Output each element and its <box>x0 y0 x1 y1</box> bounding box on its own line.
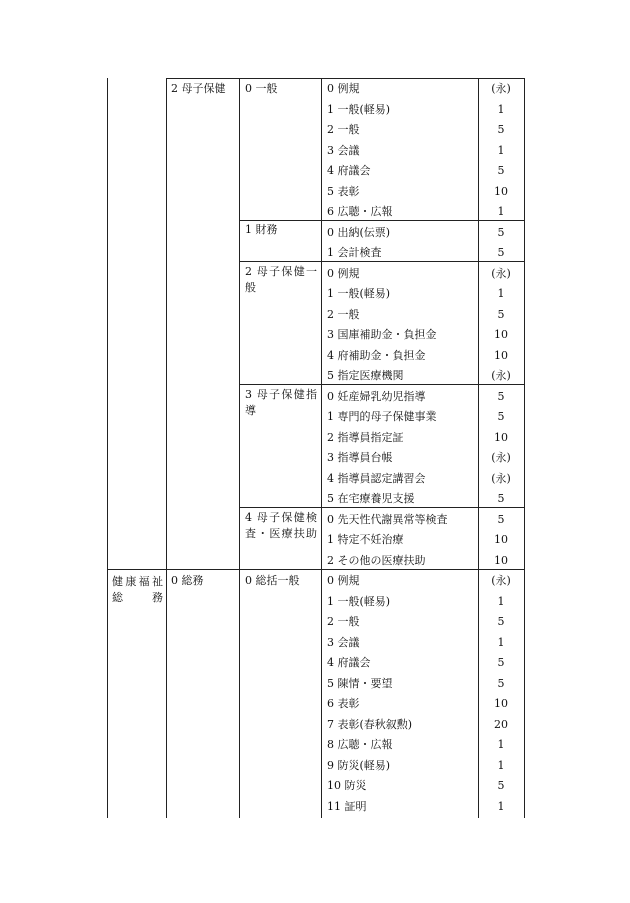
item-label: 5 表彰 <box>327 184 360 198</box>
item-retention: 5 <box>497 123 505 136</box>
item-label: 0 出納(伝票) <box>327 225 391 239</box>
level2-label: 2 母子保健 <box>171 82 226 95</box>
item-label: 4 府議会 <box>327 164 371 177</box>
level2-label: 0 総務 <box>171 574 204 587</box>
item-retention: 10 <box>494 533 508 546</box>
item-label: 10 防災 <box>327 779 367 792</box>
item-retention: (永) <box>491 369 511 382</box>
level3-label: 3 母子保健指導 <box>245 388 317 417</box>
column-line <box>166 78 167 818</box>
item-label: 2 その他の医療扶助 <box>327 553 426 567</box>
row-line <box>239 507 525 508</box>
item-retention: 5 <box>497 779 505 792</box>
item-label: 3 国庫補助金・負担金 <box>327 328 437 341</box>
item-label: 2 指導員指定証 <box>327 430 404 444</box>
item-retention: 5 <box>497 676 505 690</box>
item-retention: (永) <box>491 451 511 464</box>
item-retention: (永) <box>491 471 511 485</box>
item-label: 1 専門的母子保健事業 <box>327 410 437 423</box>
item-label: 4 指導員認定講習会 <box>327 471 426 485</box>
item-label: 3 指導員台帳 <box>327 451 393 464</box>
level3-label: 0 総括一般 <box>245 574 300 587</box>
item-label: 2 一般 <box>327 307 360 321</box>
item-retention: 1 <box>497 102 505 116</box>
level3-label: 2 母子保健一般 <box>245 265 317 294</box>
item-label: 1 特定不妊治療 <box>327 533 404 546</box>
level3-label: 0 一般 <box>245 82 278 95</box>
column-line <box>524 78 525 818</box>
row-line <box>166 78 525 79</box>
level1-label: 健康福祉総務 <box>112 575 163 604</box>
item-retention: (永) <box>491 82 511 95</box>
item-label: 0 例規 <box>327 574 360 587</box>
item-retention: 10 <box>494 348 508 362</box>
item-retention: 1 <box>497 205 505 218</box>
item-label: 3 会議 <box>327 635 360 649</box>
item-label: 0 例規 <box>327 266 360 280</box>
item-retention: 5 <box>497 410 505 423</box>
item-label: 8 広聴・広報 <box>327 738 393 751</box>
item-retention: 1 <box>497 738 505 751</box>
row-line <box>239 220 525 221</box>
item-retention: 5 <box>497 615 505 628</box>
column-line <box>321 78 322 818</box>
item-retention: 1 <box>497 143 505 157</box>
item-label: 11 証明 <box>327 799 367 813</box>
item-retention: 1 <box>497 758 505 772</box>
level3-label: 4 母子保健検査・医療扶助 <box>245 511 317 540</box>
column-line <box>239 78 240 818</box>
item-label: 5 指定医療機関 <box>327 369 404 382</box>
item-label: 3 会議 <box>327 143 360 157</box>
item-label: 0 先天性代謝異常等検査 <box>327 512 448 526</box>
item-retention: 5 <box>497 656 505 669</box>
item-retention: 10 <box>494 184 508 198</box>
item-label: 1 一般(軽易) <box>327 287 391 300</box>
row-line <box>239 384 525 385</box>
item-retention: 10 <box>494 430 508 444</box>
item-retention: 20 <box>494 717 508 731</box>
item-label: 1 一般(軽易) <box>327 102 391 116</box>
item-retention: 5 <box>497 164 505 177</box>
item-retention: 10 <box>494 697 508 710</box>
item-retention: 1 <box>497 635 505 649</box>
item-label: 2 一般 <box>327 615 360 628</box>
item-retention: 5 <box>497 512 505 526</box>
item-retention: 5 <box>497 307 505 321</box>
item-retention: 1 <box>497 594 505 608</box>
item-label: 2 一般 <box>327 123 360 136</box>
item-retention: 5 <box>497 246 505 259</box>
item-label: 1 一般(軽易) <box>327 594 391 608</box>
item-label: 4 府補助金・負担金 <box>327 348 426 362</box>
item-retention: 10 <box>494 553 508 567</box>
item-retention: 1 <box>497 799 505 813</box>
item-label: 9 防災(軽易) <box>327 758 391 772</box>
item-label: 4 府議会 <box>327 656 371 669</box>
item-label: 6 表彰 <box>327 697 360 710</box>
row-line <box>107 569 525 570</box>
item-label: 0 妊産婦乳幼児指導 <box>327 389 426 403</box>
item-label: 5 陳情・要望 <box>327 676 393 690</box>
item-label: 1 会計検査 <box>327 246 382 259</box>
item-retention: (永) <box>491 266 511 280</box>
item-retention: 1 <box>497 287 505 300</box>
item-retention: 5 <box>497 225 505 239</box>
item-label: 0 例規 <box>327 82 360 95</box>
item-retention: 5 <box>497 492 505 505</box>
column-line <box>107 78 108 818</box>
item-retention: 10 <box>494 328 508 341</box>
item-label: 7 表彰(春秋叙勲) <box>327 717 413 731</box>
level3-label: 1 財務 <box>245 223 278 236</box>
item-label: 5 在宅療養児支援 <box>327 492 415 505</box>
item-retention: (永) <box>491 574 511 587</box>
row-line <box>239 261 525 262</box>
item-retention: 5 <box>497 389 505 403</box>
item-label: 6 広聴・広報 <box>327 205 393 218</box>
